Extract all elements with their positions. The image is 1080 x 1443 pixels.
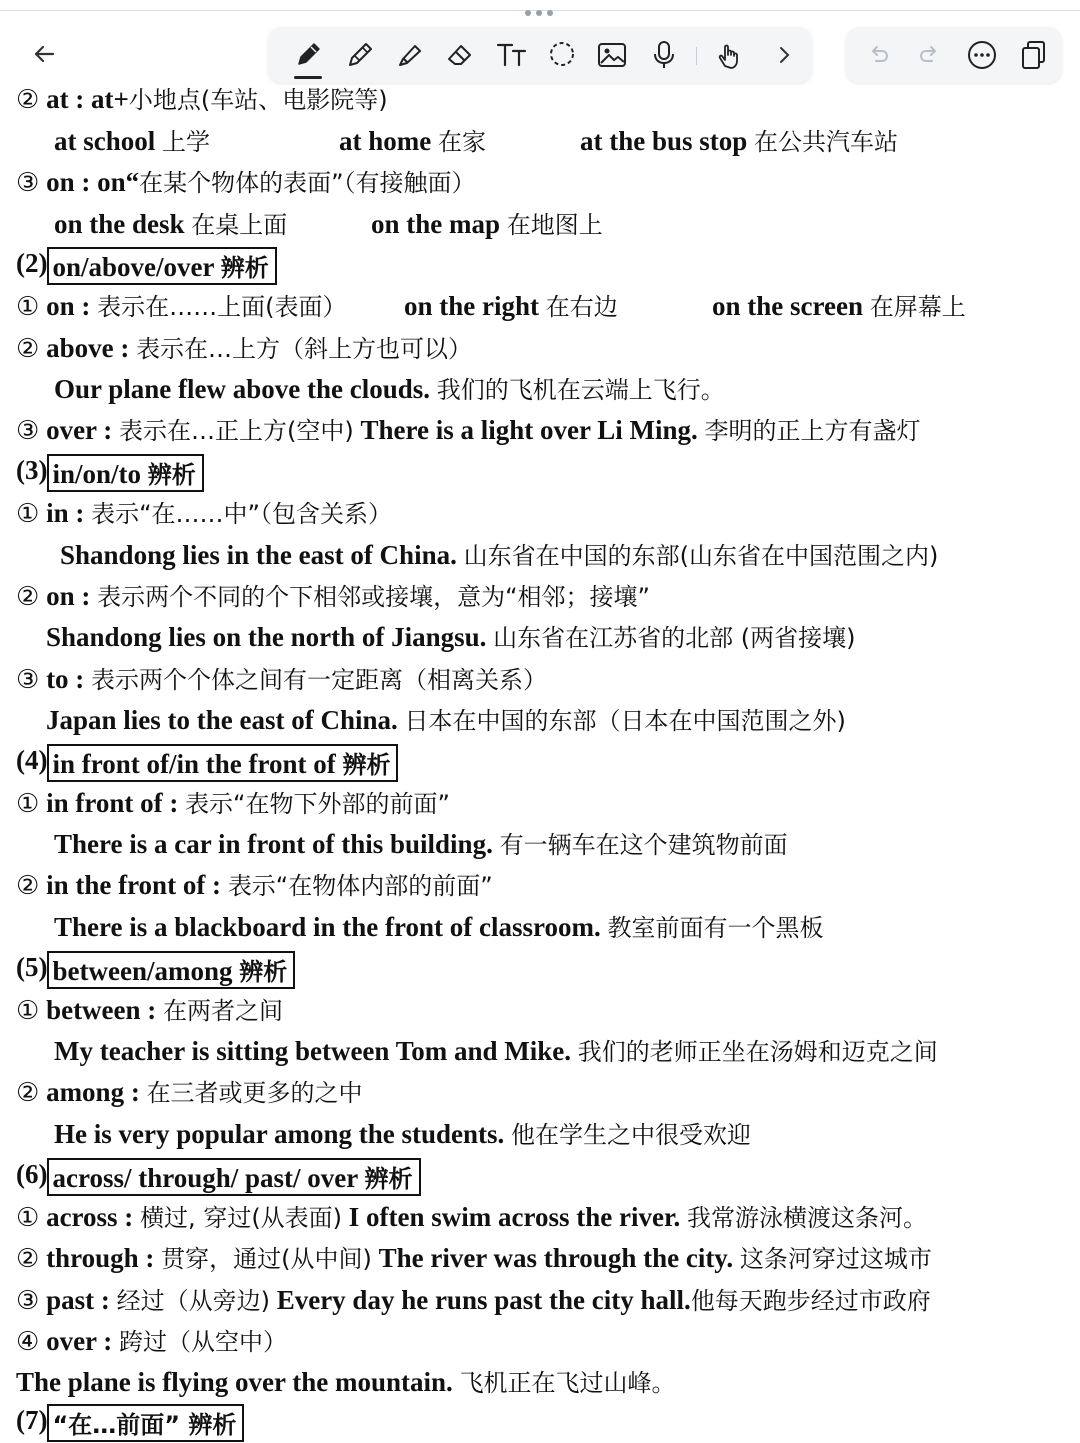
text-line: ② on : 表示两个不同的个下相邻或接壤，意为“相邻；接壤” [16, 581, 650, 612]
text-line: ② in the front of : 表示“在物体内部的前面” [16, 870, 493, 901]
example-sentence: Shandong lies on the north of Jiangsu. 山东省在江苏省的北部 (两省接壤) [46, 622, 856, 652]
text-line: on the desk 在桌上面 on the map 在地图上 [54, 209, 603, 239]
heading-box: in/on/to 辨析 [47, 454, 203, 492]
text-line: ① in : 表示“在……中”（包含关系） [16, 498, 392, 529]
section-heading: (6) across/ through/ past/ over 辨析 [16, 1157, 421, 1191]
heading-box: between/among 辨析 [47, 951, 295, 989]
section-heading: (4) in front of/in the front of 辨析 [16, 743, 398, 777]
example-sentence: He is very popular among the students. 他在学生之中很受欢迎 [54, 1119, 752, 1149]
example-sentence: Japan lies to the east of China. 日本在中国的东部（日本在中国范围之外) [46, 705, 846, 735]
example-sentence: My teacher is sitting between Tom and Mike. 我们的老师正坐在汤姆和迈克之间 [54, 1036, 938, 1066]
example-sentence: There is a blackboard in the front of classroom. 教室前面有一个黑板 [54, 912, 824, 942]
example-sentence: Our plane flew above the clouds. 我们的飞机在云端上飞行。 [54, 374, 725, 404]
text-line: ① in front of : 表示“在物下外部的前面” [16, 788, 450, 819]
section-heading: (2) on/above/over 辨析 [16, 246, 277, 280]
text-line: ③ to : 表示两个个体之间有一定距离（相离关系） [16, 664, 548, 695]
text-line: ③ on : on“在某个物体的表面”（有接触面） [16, 167, 476, 198]
section-heading: (5) between/among 辨析 [16, 950, 295, 984]
text-line: at school 上学 at home 在家 at the bus stop 在公共汽车站 [54, 126, 899, 156]
heading-box: “在…前面” 辨析 [47, 1404, 244, 1442]
text-line: ③ past : 经过（从旁边) Every day he runs past the city hall.他每天跑步经过市政府 [16, 1285, 931, 1316]
text-line: ① across : 横过, 穿过(从表面) I often swim across the river. 我常游泳横渡这条河。 [16, 1202, 927, 1233]
heading-box: in front of/in the front of 辨析 [47, 744, 398, 782]
text-line: ③ over : 表示在…正上方(空中) There is a light over Li Ming. 李明的正上方有盏灯 [16, 415, 921, 446]
example-sentence: There is a car in front of this building. 有一辆车在这个建筑物前面 [54, 829, 788, 859]
text-line: ② at : at+小地点(车站、电影院等) [16, 84, 388, 115]
text-line: ① on : 表示在……上面(表面） on the right 在右边 on the screen 在屏幕上 [16, 291, 966, 322]
text-line: ④ over : 跨过（从空中） [16, 1326, 288, 1357]
text-line: ② above : 表示在…上方（斜上方也可以） [16, 333, 473, 364]
heading-box: across/ through/ past/ over 辨析 [47, 1158, 420, 1196]
text-line: ① between : 在两者之间 [16, 995, 284, 1026]
section-heading: (3) in/on/to 辨析 [16, 453, 204, 487]
example-sentence: The plane is flying over the mountain. 飞机正在飞过山峰。 [16, 1367, 676, 1397]
heading-box: on/above/over 辨析 [47, 247, 276, 285]
section-heading: (7) “在…前面” 辨析 [16, 1403, 244, 1437]
example-sentence: Shandong lies in the east of China. 山东省在中国的东部(山东省在中国范围之内) [60, 540, 939, 570]
text-line: ② through : 贯穿，通过(从中间) The river was through the city. 这条河穿过这城市 [16, 1243, 932, 1274]
text-line: ② among : 在三者或更多的之中 [16, 1077, 363, 1108]
